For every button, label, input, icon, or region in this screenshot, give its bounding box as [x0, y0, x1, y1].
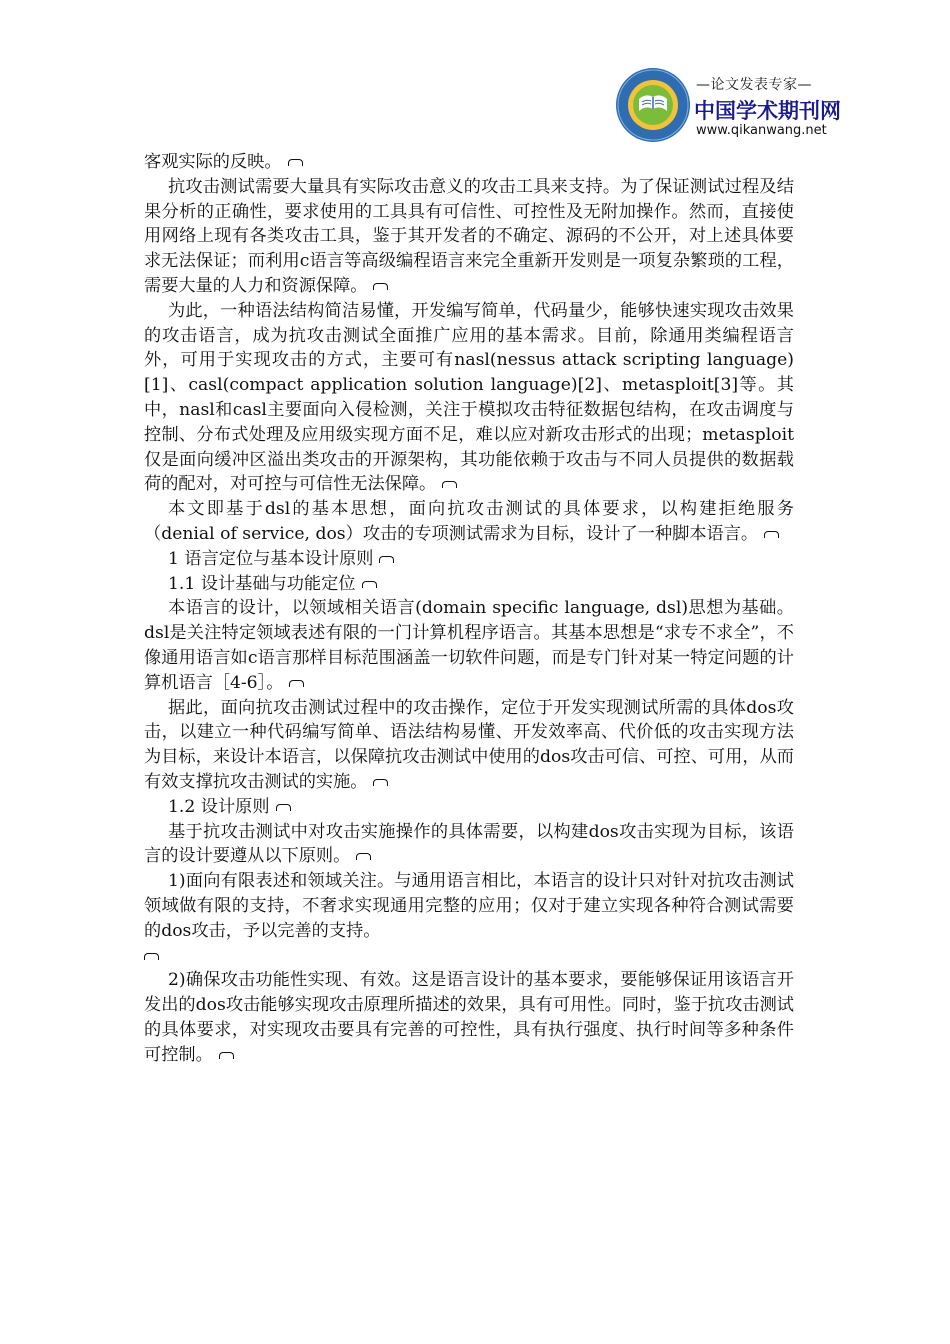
- paragraph-mark-icon: [144, 953, 159, 960]
- paragraph-text: 客观实际的反映。: [144, 152, 282, 172]
- paragraph-mark-icon: [373, 779, 388, 786]
- paragraph-mark-icon: [373, 283, 388, 290]
- paragraph-text: 2)确保攻击功能性实现、有效。这是语言设计的基本要求，要能够保证用该语言开发出的dos攻击能够实现攻击原理所描述的效果，具有可用性。同时，鉴于抗攻击测试的具体要求，对实现攻击要具有完善的可控性，具有执行强度、执行时间等多种条件可控制。: [144, 970, 794, 1065]
- paragraph: [144, 820, 794, 870]
- paragraph-mark-icon: [356, 853, 371, 860]
- paragraph-mark-line: [144, 944, 794, 969]
- paragraph: [144, 696, 794, 795]
- paragraph: [144, 869, 794, 943]
- paragraph: [144, 968, 794, 1067]
- paragraph-text: 为此，一种语法结构简洁易懂，开发编写简单，代码量少，能够快速实现攻击效果的攻击语言，成为抗攻击测试全面推广应用的基本需求。目前，除通用类编程语言外，可用于实现攻击的方式，主要可有nasl(nessus attack scripting language)[1]、casl(compact application solution language)[2]、metasploit[3]等。其中，nasl和casl主要面向入侵检测，关注于模拟攻击特征数据包结构，在攻击调度与控制、分布式处理及应用级实现方面不足，难以应对新攻击形式的出现；metasploit仅是面向缓冲区溢出类攻击的开源架构，其功能依赖于攻击与不同人员提供的数据载荷的配对，对可控与可信性无法保障。: [144, 300, 794, 495]
- paragraph-text: 据此，面向抗攻击测试过程中的攻击操作，定位于开发实现测试所需的具体dos攻击，以建立一种代码编写简单、语法结构易懂、开发效率高、代价低的攻击实现方法为目标，来设计本语言，以保障抗攻击测试中使用的dos攻击可信、可控、可用，从而有效支撑抗攻击测试的实施。: [144, 697, 794, 792]
- logo-tagline: —论文发表专家—: [696, 77, 812, 93]
- paragraph-text: 基于抗攻击测试中对攻击实施操作的具体需要，以构建dos攻击实现为目标，该语言的设计要遵从以下原则。: [144, 821, 794, 867]
- subsection-heading: [144, 795, 794, 820]
- paragraph: [144, 150, 794, 175]
- paragraph-mark-icon: [219, 1052, 234, 1059]
- paragraph-mark-icon: [379, 556, 394, 563]
- paragraph: [144, 596, 794, 695]
- paragraph-text: 抗攻击测试需要大量具有实际攻击意义的攻击工具来支持。为了保证测试过程及结果分析的正确性，要求使用的工具具有可信性、可控性及无附加操作。然而，直接使用网络上现有各类攻击工具，鉴于其开发者的不确定、源码的不公开，对上述具体要求无法保证；而利用c语言等高级编程语言来完全重新开发则是一项复杂繁琐的工程，需要大量的人力和资源保障。: [144, 176, 794, 296]
- paragraph-mark-icon: [362, 581, 377, 588]
- paragraph-mark-icon: [288, 159, 303, 166]
- subsection-heading-text: 1.1 设计基础与功能定位: [168, 573, 356, 594]
- paragraph: [144, 497, 794, 547]
- logo-url: www.qikanwang.net: [696, 123, 827, 138]
- logo-site-name: 中国学术期刊网: [694, 99, 841, 123]
- subsection-heading-text: 1.2 设计原则: [168, 796, 270, 817]
- article-body: [144, 150, 794, 1067]
- section-heading-text: 1 语言定位与基本设计原则: [168, 548, 374, 569]
- section-heading: [144, 547, 794, 572]
- paragraph-mark-icon: [442, 481, 457, 488]
- paragraph: [144, 299, 794, 497]
- paragraph-text: 本语言的设计，以领域相关语言(domain specific language, dsl)思想为基础。dsl是关注特定领域表述有限的一门计算机程序语言。其基本思想是“求专不求全”，不像通用语言如c语言那样目标范围涵盖一切软件问题，而是专门针对某一特定问题的计算机语言［4-6］。: [144, 598, 794, 693]
- paragraph: [144, 175, 794, 299]
- logo-emblem-icon: [614, 66, 692, 144]
- paragraph-text: 1)面向有限表述和领域关注。与通用语言相比，本语言的设计只对针对抗攻击测试领域做有限的支持，不奢求实现通用完整的应用；仅对于建立实现各种符合测试需要的dos攻击，予以完善的支持。: [144, 871, 794, 941]
- subsection-heading: [144, 572, 794, 597]
- paragraph-mark-icon: [276, 804, 291, 811]
- paragraph-mark-icon: [289, 680, 304, 687]
- paragraph-text: 本文即基于dsl的基本思想，面向抗攻击测试的具体要求，以构建拒绝服务（denial of service, dos）攻击的专项测试需求为目标，设计了一种脚本语言。: [144, 499, 794, 544]
- paragraph-mark-icon: [764, 531, 779, 538]
- site-logo: [608, 64, 841, 146]
